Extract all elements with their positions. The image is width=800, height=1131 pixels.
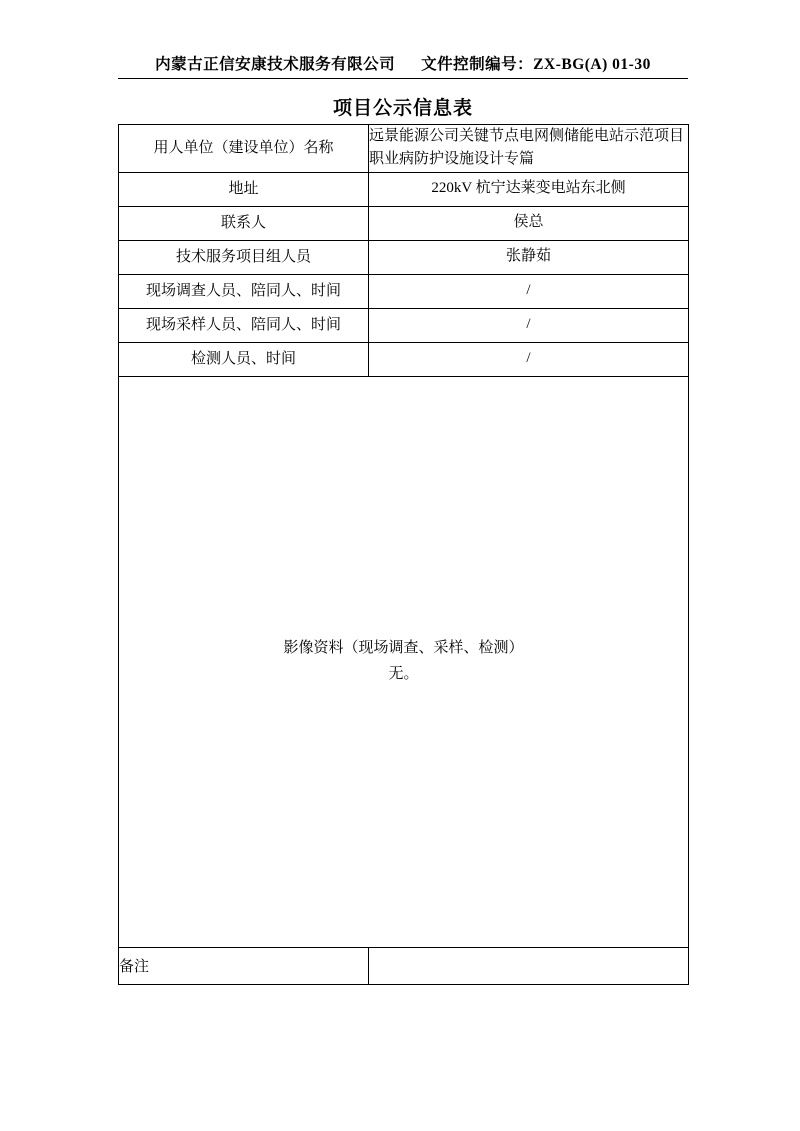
page-title: 项目公示信息表	[332, 98, 473, 119]
header-company-name: 内蒙古正信安康技术服务有限公司	[155, 56, 396, 73]
row-value-testing-staff: /	[369, 342, 689, 376]
row-label-address: 地址	[119, 172, 369, 206]
table-row	[119, 342, 689, 376]
row-label-team-members: 技术服务项目组人员	[119, 240, 369, 274]
remark-label: 备注	[119, 947, 369, 984]
row-label-testing-staff: 检测人员、时间	[119, 342, 369, 376]
table-row-remark	[119, 947, 689, 984]
media-content: 无。	[388, 665, 419, 682]
row-value-address: 220kV 杭宁达莱变电站东北侧	[369, 172, 689, 206]
project-disclosure-table	[118, 124, 689, 985]
header-divider	[118, 78, 688, 79]
media-cell	[119, 376, 689, 947]
media-title: 影像资料（现场调查、采样、检测）	[283, 640, 524, 656]
row-label-site-survey: 现场调查人员、陪同人、时间	[119, 274, 369, 308]
table-row	[119, 308, 689, 342]
table-row	[119, 125, 689, 173]
row-value-team-members: 张静茹	[369, 240, 689, 274]
table-row	[119, 240, 689, 274]
table-row	[119, 274, 689, 308]
row-value-contact: 侯总	[369, 206, 689, 240]
document-header	[118, 52, 688, 74]
header-document-code: 文件控制编号：ZX-BG(A) 01-30	[421, 56, 651, 73]
table-row-media	[119, 376, 689, 947]
row-label-site-sampling: 现场采样人员、陪同人、时间	[119, 308, 369, 342]
row-label-contact: 联系人	[119, 206, 369, 240]
row-value-employer-name: 远景能源公司关键节点电网侧储能电站示范项目职业病防护设施设计专篇	[369, 125, 689, 173]
table-row	[119, 172, 689, 206]
row-value-site-sampling: /	[369, 308, 689, 342]
remark-value	[369, 947, 689, 984]
row-label-employer-name: 用人单位（建设单位）名称	[119, 125, 369, 173]
row-value-site-survey: /	[369, 274, 689, 308]
table-row	[119, 206, 689, 240]
